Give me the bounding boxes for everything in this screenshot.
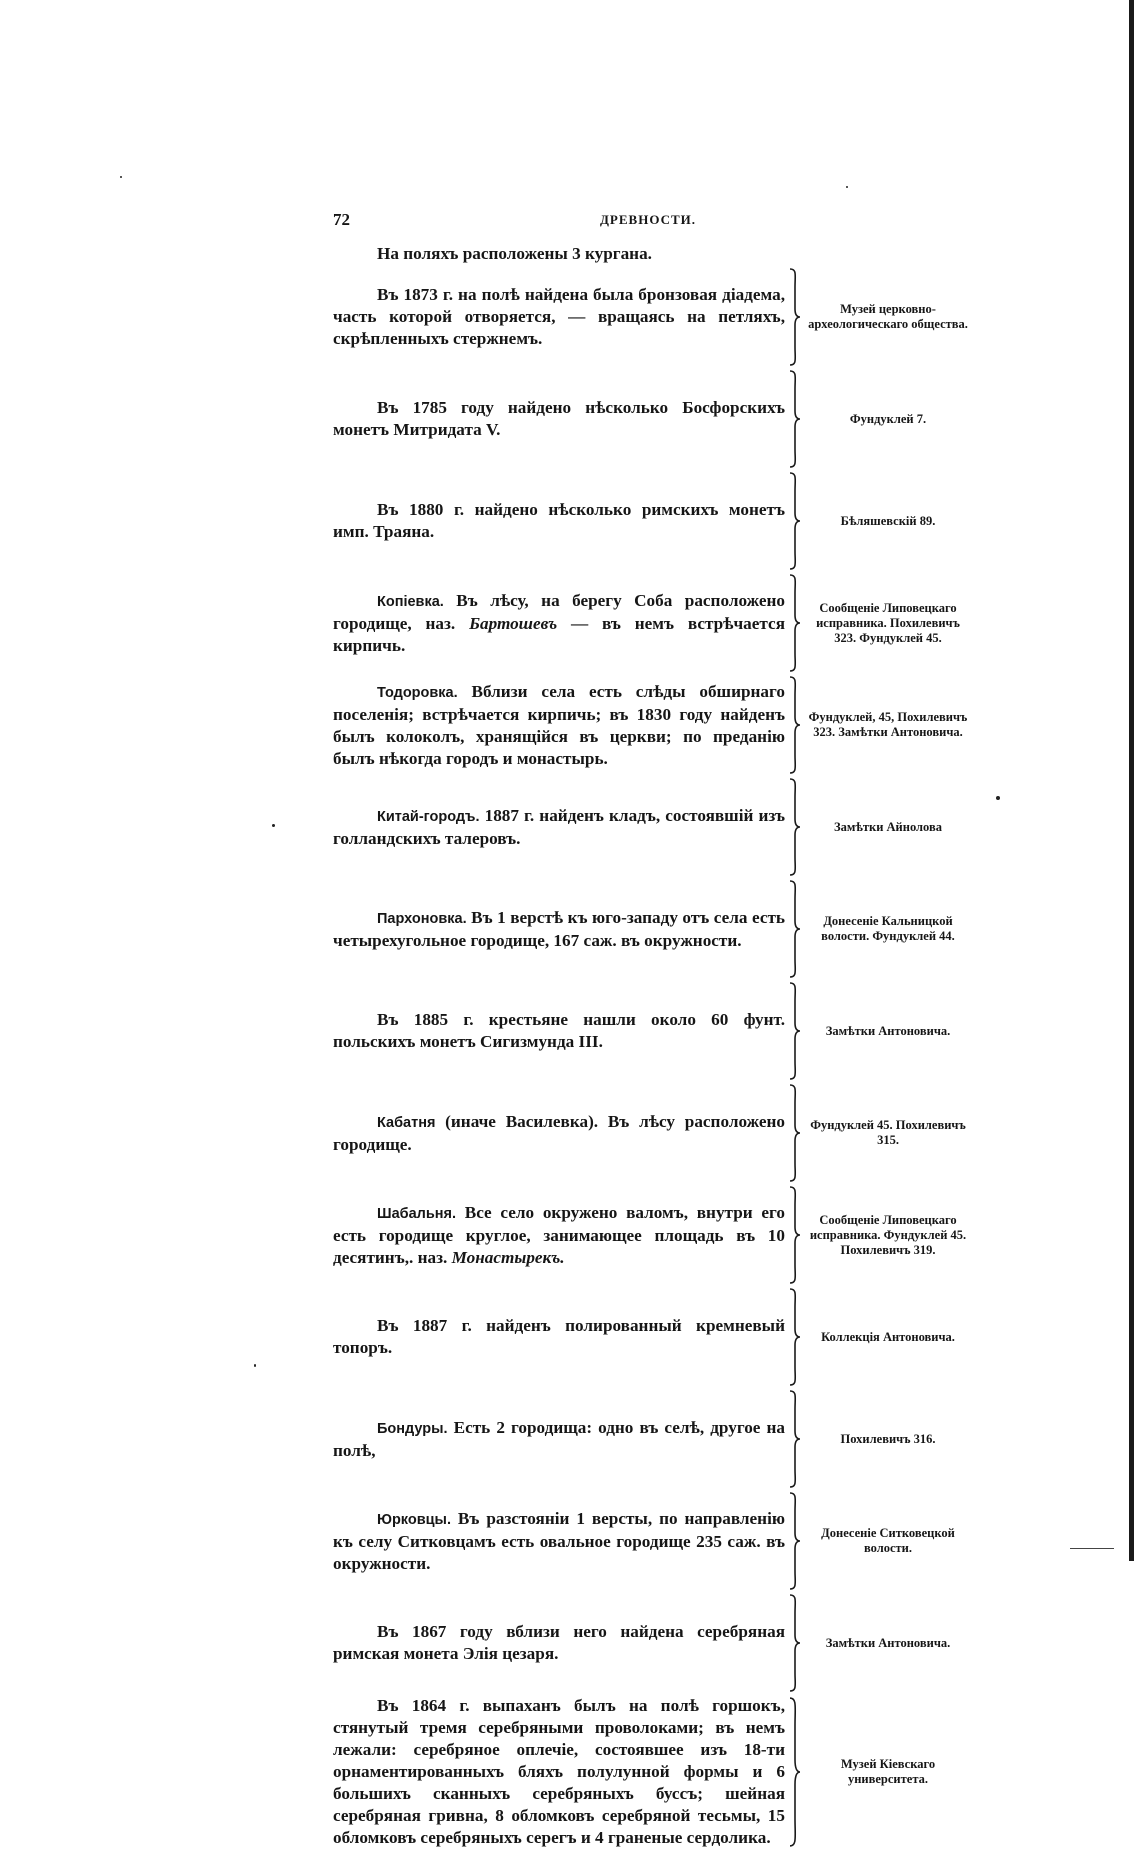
entry-text bbox=[333, 1009, 785, 1053]
entry bbox=[333, 1491, 973, 1591]
entry-text bbox=[333, 1202, 785, 1269]
running-head: ДРЕВНОСТИ. bbox=[599, 212, 697, 227]
source-citation: Замѣтки Антоновича. bbox=[825, 1635, 951, 1650]
entry-body: Въ лѣсу, на берегу Соба расположено городище, наз. bbox=[333, 590, 785, 633]
entry-body: Все село окружено валомъ, внутри его есть городище круглое, занимающее площадь въ 10 десятинъ,. наз. bbox=[333, 1202, 785, 1267]
curly-brace-icon bbox=[788, 981, 802, 1081]
scan-speck bbox=[996, 796, 1000, 800]
entry-body: Въ 1885 г. крестьяне нашли около 60 фунт. польскихъ монетъ Сигизмунда III. bbox=[333, 1010, 785, 1051]
entry-text bbox=[333, 1111, 785, 1156]
entry-body: — въ немъ встрѣчается кирпичь. bbox=[333, 613, 785, 655]
source-citation: Бѣляшевскій 89. bbox=[840, 513, 936, 528]
entry-text bbox=[333, 681, 785, 770]
place-name: Кабатня bbox=[377, 1114, 436, 1131]
source-citation: Фундуклей 7. bbox=[849, 411, 927, 426]
curly-brace-icon bbox=[788, 1083, 802, 1183]
source-citation: Донесеніе Ситковецкой волости. bbox=[821, 1526, 955, 1555]
place-name: Юрковцы. bbox=[377, 1511, 451, 1528]
entry bbox=[333, 267, 973, 367]
curly-brace-icon bbox=[788, 267, 802, 367]
entry-text bbox=[333, 1508, 785, 1575]
page-number: 72 bbox=[333, 210, 350, 229]
site-name-italic: Монастырекъ. bbox=[451, 1247, 565, 1267]
source-citation: Замѣтки Айнолова bbox=[833, 819, 942, 834]
entry bbox=[333, 1287, 973, 1387]
curly-brace-icon bbox=[788, 1593, 802, 1693]
curly-brace-icon bbox=[788, 777, 802, 877]
entry-body: Есть 2 городища: одно въ селѣ, другое на полѣ, bbox=[333, 1417, 785, 1460]
entries-list bbox=[333, 243, 973, 1851]
entry-text bbox=[333, 1315, 785, 1359]
entry-text bbox=[333, 284, 785, 350]
page-edge-border bbox=[1129, 0, 1134, 1561]
entry bbox=[333, 675, 973, 775]
entry bbox=[333, 243, 973, 265]
entry bbox=[333, 369, 973, 469]
scan-speck bbox=[120, 176, 122, 178]
source-citation: Сообщеніе Липовецкаго исправника. Фундуклей 45. Похилевичъ 319. bbox=[809, 1212, 967, 1257]
entry-text bbox=[333, 1417, 785, 1462]
place-name: Копіевка. bbox=[377, 593, 444, 610]
place-name: Тодоровка. bbox=[377, 684, 458, 701]
site-name-italic: Бартошевъ bbox=[469, 613, 558, 633]
entry bbox=[333, 879, 973, 979]
source-citation: Фундуклей, 45, Похилевичъ 323. Замѣтки Антоновича. bbox=[808, 710, 968, 739]
curly-brace-icon bbox=[788, 1287, 802, 1387]
entry-text bbox=[333, 590, 785, 657]
source-citation: Донесеніе Кальницкой волости. Фундуклей 44. bbox=[821, 914, 955, 943]
entry-body: Въ 1864 г. выпаханъ былъ на полѣ горшокъ, стянутый тремя серебряными проволоками; въ немъ лежали: серебряное оплечіе, состоявшее изъ 18-ти орнаментированныхъ бляхъ полулунной формы и 6 большихъ сканныхъ серебряныхъ буссъ; шейная серебряная гривна, 8 обломковъ серебряной тесьмы, 15 обломковъ серебряныхъ серегъ и 4 граненые сердолика. bbox=[333, 1696, 785, 1847]
source-citation: Фундуклей 45. Похилевичъ 315. bbox=[810, 1118, 966, 1147]
entry-body: Вблизи села есть слѣды обширнаго поселенія; встрѣчается кирпичь; въ 1830 году найденъ былъ колоколъ, хранящійся въ церкви; по преданію былъ нѣкогда городъ и монастырь. bbox=[333, 681, 785, 768]
page-header bbox=[333, 210, 963, 240]
curly-brace-icon bbox=[788, 1389, 802, 1489]
curly-brace-icon bbox=[788, 1185, 802, 1285]
curly-brace-icon bbox=[788, 675, 802, 775]
entry-text bbox=[333, 499, 785, 543]
curly-brace-icon bbox=[788, 1491, 802, 1591]
curly-brace-icon bbox=[788, 573, 802, 673]
entry bbox=[333, 1083, 973, 1183]
place-name: Шабальня. bbox=[377, 1205, 457, 1222]
entry-body: (иначе Василевка). Въ лѣсу расположено городище. bbox=[333, 1111, 785, 1154]
place-name: Китай-городъ. bbox=[377, 808, 480, 825]
entry bbox=[333, 1389, 973, 1489]
entry-text bbox=[333, 397, 785, 441]
scan-speck bbox=[254, 1364, 256, 1367]
entry bbox=[333, 1593, 973, 1693]
source-citation: Сообщеніе Липовецкаго исправника. Похилевичъ 323. Фундуклей 45. bbox=[816, 600, 960, 645]
entry-body: Въ 1873 г. на полѣ найдена была бронзовая діадема, часть которой отворяется, — вращаясь на петляхъ, скрѣпленныхъ стержнемъ. bbox=[333, 285, 785, 348]
entry-text bbox=[333, 243, 785, 265]
entry bbox=[333, 981, 973, 1081]
source-citation: Музей церковно-археологическаго общества. bbox=[808, 302, 968, 331]
entry bbox=[333, 471, 973, 571]
curly-brace-icon bbox=[788, 471, 802, 571]
entry bbox=[333, 777, 973, 877]
entry-text bbox=[333, 1695, 785, 1849]
entry-body: Въ разстояніи 1 версты, по направленію къ селу Ситковцамъ есть овальное городище 235 саж. въ окружности. bbox=[333, 1508, 785, 1573]
entry-body: 1887 г. найденъ кладъ, состоявшій изъ голландскихъ талеровъ. bbox=[333, 805, 785, 848]
curly-brace-icon bbox=[788, 369, 802, 469]
entry bbox=[333, 1695, 973, 1849]
entry bbox=[333, 573, 973, 673]
source-citation: Коллекція Антоновича. bbox=[821, 1329, 955, 1344]
entry-body: Въ 1785 году найдено нѣсколько Босфорскихъ монетъ Митридата V. bbox=[333, 398, 785, 439]
curly-brace-icon bbox=[788, 879, 802, 979]
source-citation: Замѣтки Антоновича. bbox=[825, 1023, 951, 1038]
entry-body: Въ 1 верстѣ къ юго-западу отъ села есть четырехугольное городище, 167 саж. въ окружности. bbox=[333, 907, 785, 950]
place-name: Бондуры. bbox=[377, 1420, 448, 1437]
source-citation: Похилевичъ 316. bbox=[840, 1431, 936, 1446]
curly-brace-icon bbox=[788, 1695, 802, 1849]
scan-speck bbox=[846, 186, 848, 188]
source-citation: Музей Кіевскаго университета. bbox=[840, 1757, 936, 1786]
scan-speck bbox=[272, 824, 275, 827]
entry-body: На поляхъ расположены 3 кургана. bbox=[377, 244, 652, 263]
entry-body: Въ 1880 г. найдено нѣсколько римскихъ монетъ имп. Траяна. bbox=[333, 500, 785, 541]
entry-text bbox=[333, 907, 785, 952]
entry bbox=[333, 1185, 973, 1285]
scan-mark bbox=[1070, 1548, 1114, 1549]
entry-body: Въ 1867 году вблизи него найдена серебряная римская монета Элія цезаря. bbox=[333, 1622, 785, 1663]
entry-body: Въ 1887 г. найденъ полированный кремневый топоръ. bbox=[333, 1316, 785, 1357]
entry-text bbox=[333, 805, 785, 850]
place-name: Пархоновка. bbox=[377, 910, 467, 927]
entry-text bbox=[333, 1621, 785, 1665]
